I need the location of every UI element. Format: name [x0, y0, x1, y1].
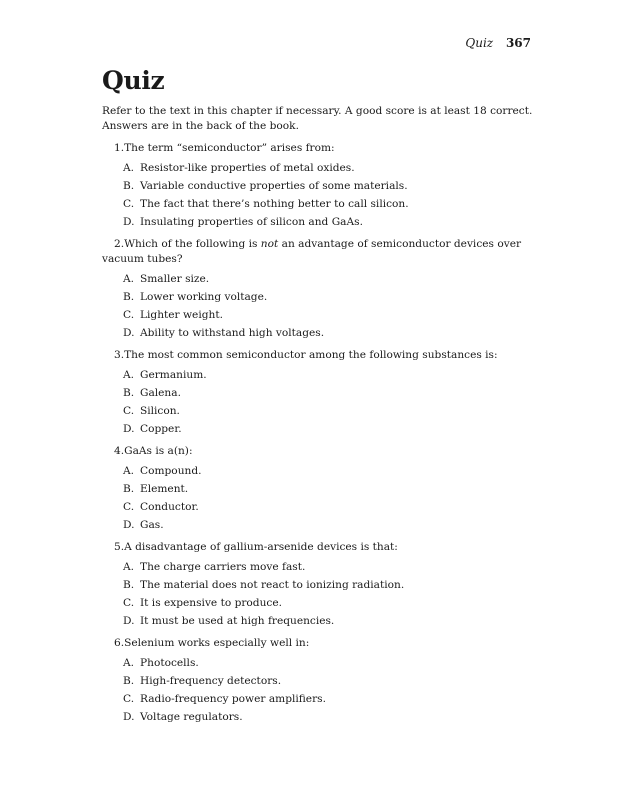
- option-text: Photocells.: [140, 657, 199, 669]
- option-letter: B.: [123, 291, 135, 303]
- question-6: [102, 636, 534, 726]
- answer-option: [123, 594, 534, 612]
- answer-option: [123, 480, 534, 498]
- answer-option: [123, 516, 534, 534]
- option-text: Copper.: [140, 423, 182, 435]
- question-text: GaAs is a(n):: [124, 445, 193, 457]
- answer-option: [123, 324, 534, 342]
- question-text: The term “semiconductor” arises from:: [124, 142, 335, 154]
- answer-option: [123, 708, 534, 726]
- option-text: High-frequency detectors.: [140, 675, 282, 687]
- question-number: 6.: [114, 637, 125, 649]
- question-text: Which of the following is: [124, 238, 261, 250]
- answer-option: [123, 177, 534, 195]
- question-5: [102, 540, 534, 630]
- option-text: Smaller size.: [140, 273, 210, 285]
- answer-option: [123, 195, 534, 213]
- answer-option: [123, 672, 534, 690]
- question-text-continued: an advantage of semiconductor devices over vacuum tubes?: [102, 238, 522, 265]
- running-head-section: Quiz: [465, 36, 494, 50]
- option-letter: C.: [123, 693, 135, 705]
- question-1: [102, 141, 534, 231]
- option-letter: C.: [123, 597, 135, 609]
- answer-option: [123, 306, 534, 324]
- question-number: 4.: [114, 445, 125, 457]
- option-letter: A.: [123, 273, 135, 285]
- intro-paragraph: Refer to the text in this chapter if necessary. A good score is at least 18 correct. Answers are in the back of the book.: [102, 105, 533, 132]
- option-text: Lower working voltage.: [140, 291, 268, 303]
- question-stem: [102, 444, 534, 459]
- running-head: [465, 36, 531, 50]
- page-content: [102, 66, 534, 732]
- option-letter: C.: [123, 501, 135, 513]
- option-text: Ability to withstand high voltages.: [140, 327, 325, 339]
- option-text: Conductor.: [140, 501, 199, 513]
- answer-option: [123, 654, 534, 672]
- option-letter: B.: [123, 483, 135, 495]
- option-letter: A.: [123, 657, 135, 669]
- question-text-emphasis: not: [260, 238, 279, 250]
- option-text: Lighter weight.: [140, 309, 223, 321]
- answer-option: [123, 576, 534, 594]
- question-list: [102, 141, 534, 726]
- answer-options: [102, 270, 534, 342]
- answer-option: [123, 402, 534, 420]
- answer-option: [123, 384, 534, 402]
- option-text: Element.: [140, 483, 189, 495]
- option-text: Resistor-like properties of metal oxides.: [140, 162, 355, 174]
- answer-option: [123, 558, 534, 576]
- option-letter: A.: [123, 465, 135, 477]
- answer-option: [123, 420, 534, 438]
- answer-options: [102, 654, 534, 726]
- page-number: 367: [505, 36, 531, 50]
- answer-option: [123, 213, 534, 231]
- option-text: Voltage regulators.: [140, 711, 243, 723]
- question-text: A disadvantage of gallium-arsenide devices is that:: [124, 541, 398, 553]
- answer-option: [123, 462, 534, 480]
- answer-option: [123, 498, 534, 516]
- option-text: Radio-frequency power amplifiers.: [140, 693, 326, 705]
- option-letter: C.: [123, 309, 135, 321]
- question-text: Selenium works especially well in:: [124, 637, 310, 649]
- option-text: The material does not react to ionizing radiation.: [140, 579, 405, 591]
- question-text: The most common semiconductor among the following substances is:: [124, 349, 498, 361]
- question-stem: [102, 636, 534, 651]
- option-text: Gas.: [140, 519, 164, 531]
- option-letter: A.: [123, 162, 135, 174]
- option-letter: B.: [123, 387, 135, 399]
- option-letter: C.: [123, 198, 135, 210]
- option-text: It is expensive to produce.: [140, 597, 282, 609]
- option-letter: B.: [123, 180, 135, 192]
- question-stem: [102, 348, 534, 363]
- option-letter: D.: [123, 615, 135, 627]
- question-stem: [102, 141, 534, 156]
- answer-options: [102, 462, 534, 534]
- option-text: The fact that there’s nothing better to call silicon.: [140, 198, 409, 210]
- answer-option: [123, 366, 534, 384]
- option-letter: D.: [123, 519, 135, 531]
- question-2: [102, 237, 534, 342]
- question-4: [102, 444, 534, 534]
- answer-option: [123, 612, 534, 630]
- option-text: Galena.: [140, 387, 181, 399]
- option-text: Germanium.: [140, 369, 207, 381]
- option-text: Insulating properties of silicon and GaAs.: [140, 216, 363, 228]
- question-stem: [102, 540, 534, 555]
- question-number: 2.: [114, 238, 125, 250]
- option-letter: D.: [123, 327, 135, 339]
- question-stem: [102, 237, 534, 267]
- option-letter: A.: [123, 369, 135, 381]
- option-text: The charge carriers move fast.: [140, 561, 306, 573]
- question-number: 5.: [114, 541, 125, 553]
- question-number: 1.: [114, 142, 125, 154]
- option-letter: B.: [123, 675, 135, 687]
- option-letter: C.: [123, 405, 135, 417]
- answer-option: [123, 159, 534, 177]
- answer-option: [123, 270, 534, 288]
- option-letter: D.: [123, 423, 135, 435]
- option-text: Silicon.: [140, 405, 180, 417]
- answer-options: [102, 366, 534, 438]
- question-3: [102, 348, 534, 438]
- option-letter: D.: [123, 216, 135, 228]
- option-text: Compound.: [140, 465, 202, 477]
- answer-option: [123, 690, 534, 708]
- option-letter: B.: [123, 579, 135, 591]
- option-text: Variable conductive properties of some materials.: [140, 180, 408, 192]
- page-title: Quiz: [102, 66, 165, 95]
- answer-options: [102, 159, 534, 231]
- answer-options: [102, 558, 534, 630]
- option-text: It must be used at high frequencies.: [140, 615, 335, 627]
- option-letter: D.: [123, 711, 135, 723]
- option-letter: A.: [123, 561, 135, 573]
- answer-option: [123, 288, 534, 306]
- question-number: 3.: [114, 349, 125, 361]
